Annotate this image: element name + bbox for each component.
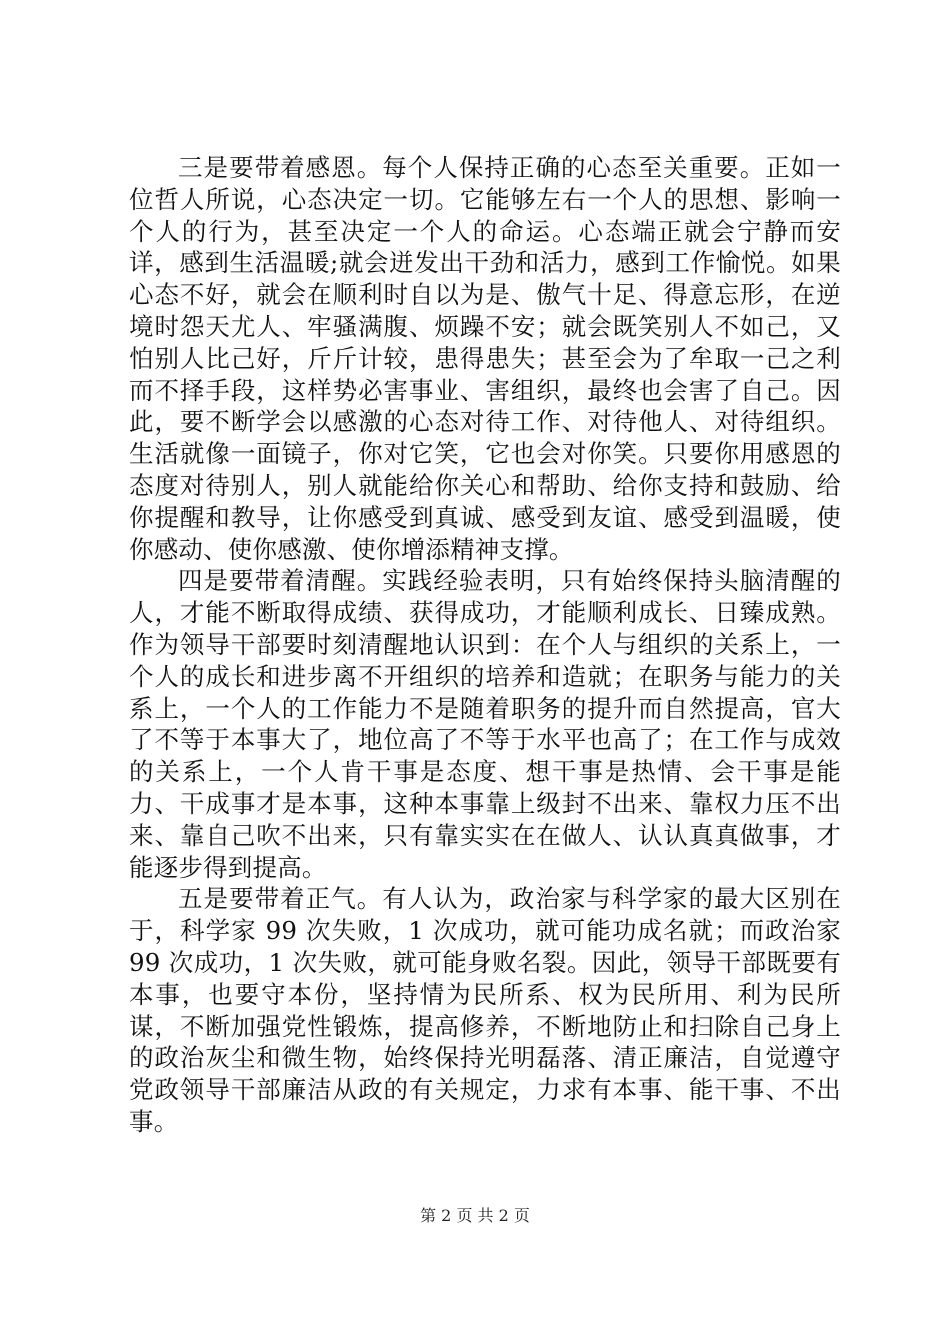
page-footer: 第 2 页 共 2 页 — [420, 1206, 530, 1225]
document-body — [129, 152, 841, 1138]
paragraph-integrity: 五是要带着正气。有人认为，政治家与科学家的最大区别在于，科学家 99 次失败，1 次成功，就可能功成名就；而政治家 99 次成功，1 次失败，就可能身败名裂。因此，领导干部既要有本事，也要守本份，坚持情为民所系、权为民所用、利为民所谋，不断加强党性锻炼，提高修养，不断地防止和扫除自己身上的政治灰尘和微生物，始终保持光明磊落、清正廉洁，自觉遵守党政领导干部廉洁从政的有关规定，力求有本事、能干事、不出事。 — [129, 884, 841, 1136]
paragraph-clarity: 四是要带着清醒。实践经验表明，只有始终保持头脑清醒的人，才能不断取得成绩、获得成功，才能顺利成长、日臻成熟。作为领导干部要时刻清醒地认识到：在个人与组织的关系上，一个人的成长和进步离不开组织的培养和造就；在职务与能力的关系上，一个人的工作能力不是随着职务的提升而自然提高，官大了不等于本事大了，地位高了不等于水平也高了；在工作与成效的关系上，一个人肯干事是态度、想干事是热情、会干事是能力、干成事才是本事，这种本事靠上级封不出来、靠权力压不出来、靠自己吹不出来，只有靠实实在在做人、认认真真做事，才能逐步得到提高。 — [129, 566, 841, 882]
paragraph-gratitude: 三是要带着感恩。每个人保持正确的心态至关重要。正如一位哲人所说，心态决定一切。它能够左右一个人的思想、影响一个人的行为，甚至决定一个人的命运。心态端正就会宁静而安详，感到生活温暖;就会迸发出干劲和活力，感到工作愉悦。如果心态不好，就会在顺利时自以为是、傲气十足、得意忘形，在逆境时怨天尤人、牢骚满腹、烦躁不安；就会既笑别人不如己，又怕别人比己好，斤斤计较，患得患失；甚至会为了牟取一己之利而不择手段，这样势必害事业、害组织，最终也会害了自己。因此，要不断学会以感激的心态对待工作、对待他人、对待组织。生活就像一面镜子，你对它笑，它也会对你笑。只要你用感恩的态度对待别人，别人就能给你关心和帮助、给你支持和鼓励、给你提醒和教导，让你感受到真诚、感受到友谊、感受到温暖，使你感动、使你感激、使你增添精神支撑。 — [129, 153, 841, 564]
